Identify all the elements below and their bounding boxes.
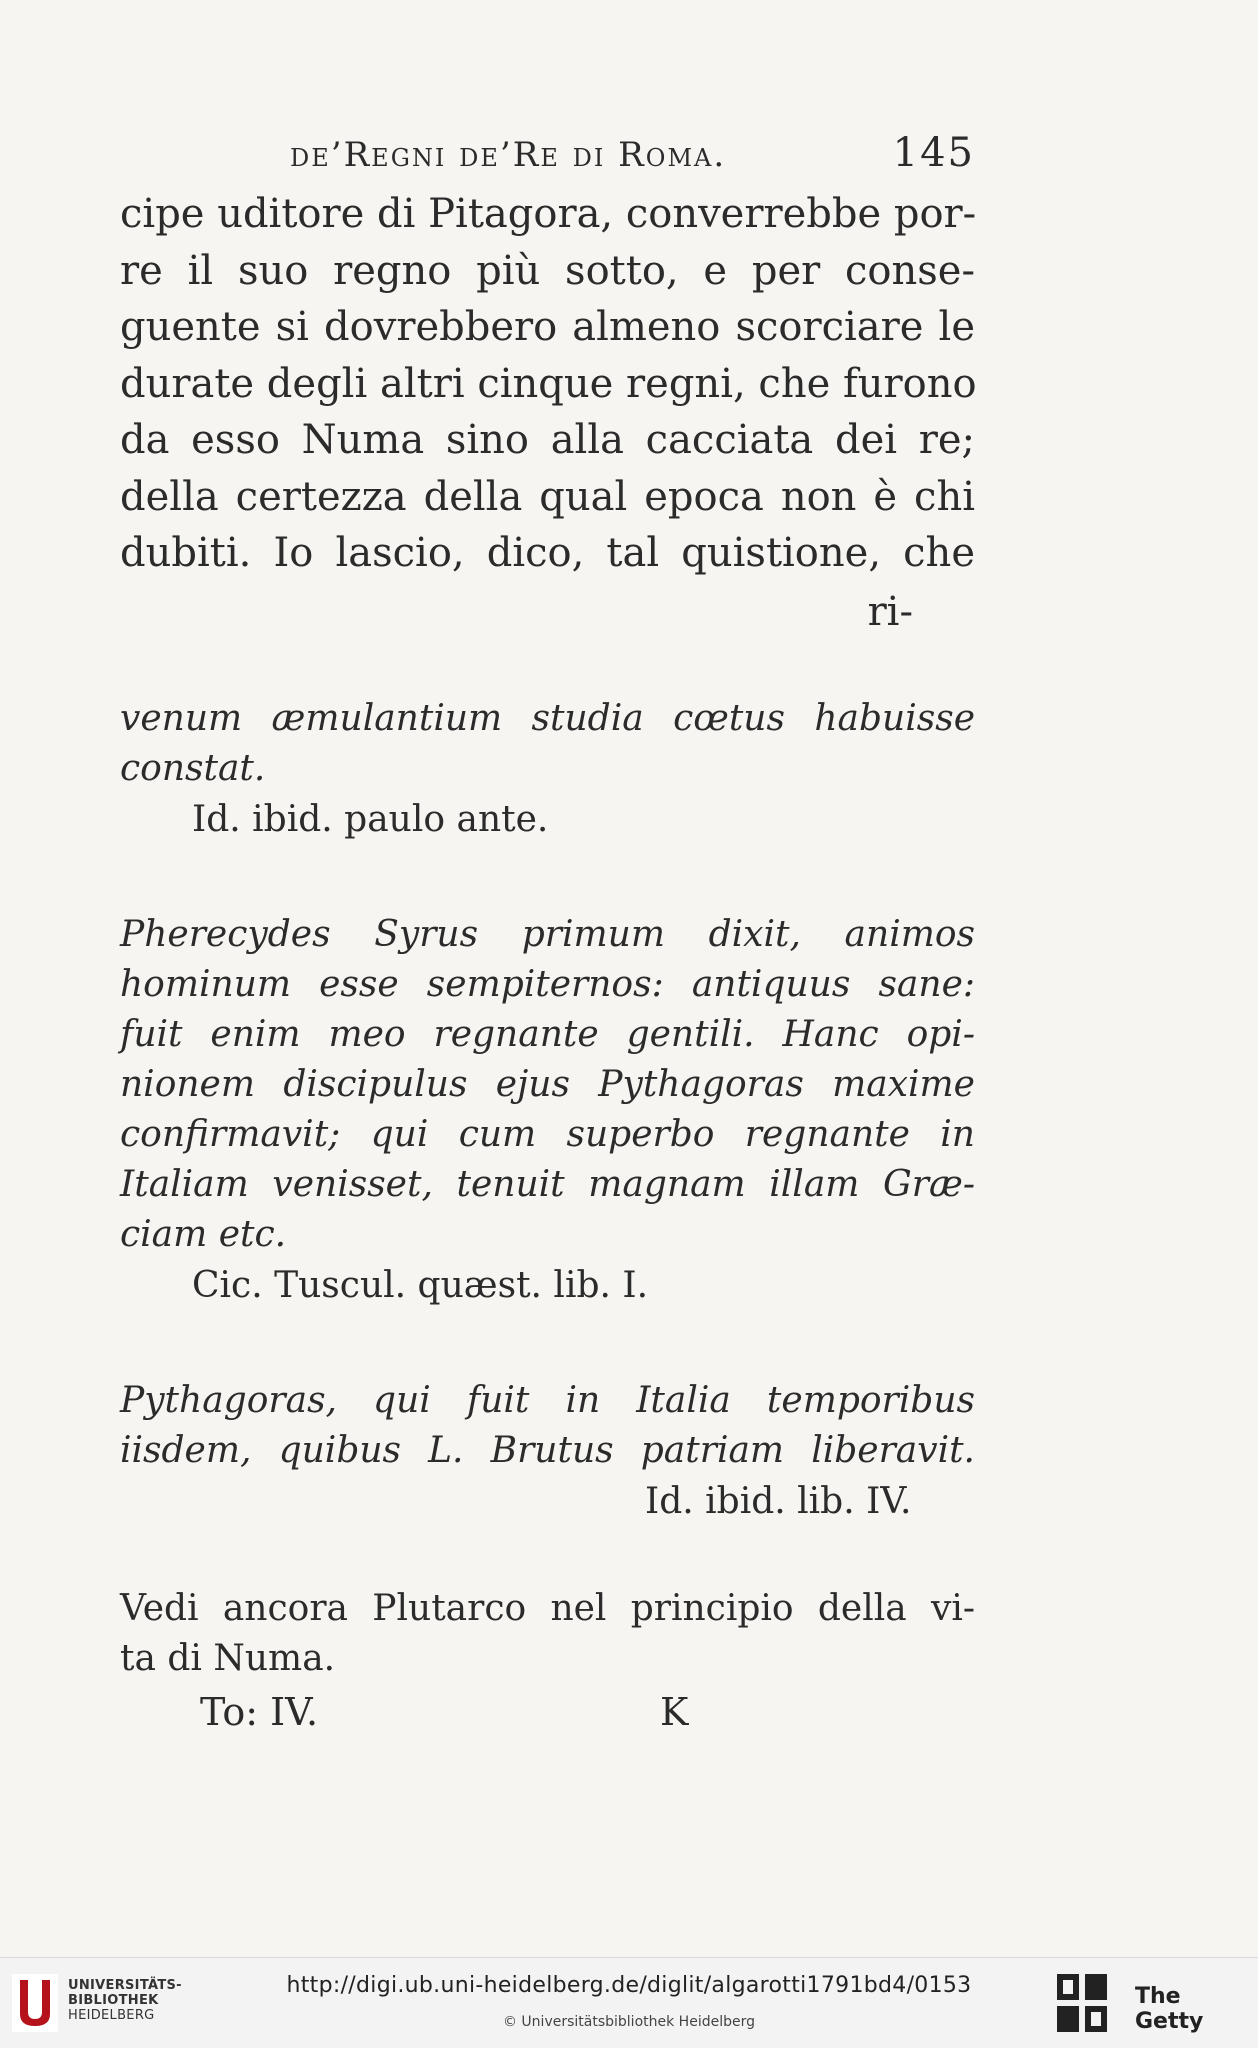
quote-line: Pythagoras, qui fuit in Italia temporibus xyxy=(120,1379,975,1421)
text-line: dubiti. Io lascio, dico, tal quistione, che xyxy=(120,530,975,576)
library-name-line: UNIVERSITÄTS- xyxy=(68,1978,182,1993)
permalink[interactable]: http://digi.ub.uni-heidelberg.de/diglit/algarotti1791bd4/0153 xyxy=(286,1973,972,1998)
note-line: Vedi ancora Plutarco nel principio della vi- xyxy=(120,1587,975,1629)
text-line: durate degli altri cinque regni, che furono xyxy=(120,360,977,407)
quote-line: constat. xyxy=(120,747,266,789)
footnote-4 xyxy=(120,1584,975,1684)
quote-line: hominum esse sempiternos: antiquus sane: xyxy=(120,963,975,1005)
library-name-line: HEIDELBERG xyxy=(68,2008,155,2023)
main-text xyxy=(120,186,975,642)
text-line: da esso Numa sino alla cacciata dei re; xyxy=(120,417,975,463)
text-line: re il suo regno più sotto, e per conse- xyxy=(120,247,975,294)
text-line: cipe uditore di Pitagora, converrebbe por- xyxy=(120,191,977,237)
library-name-line: BIBLIOTHEK xyxy=(68,1993,159,2008)
page-number: 145 xyxy=(892,130,975,176)
text-line: guente si dovrebbero almeno scorciare le xyxy=(120,304,975,350)
signature-line xyxy=(120,1684,975,1740)
citation: Cic. Tuscul. quæst. lib. I. xyxy=(192,1264,649,1306)
citation: Id. ibid. lib. IV. xyxy=(645,1480,912,1522)
quote-line: venum æmulantium studia cœtus habuisse xyxy=(120,697,975,739)
quote-line: fuit enim meo regnante gentili. Hanc opi- xyxy=(120,1013,975,1055)
copyright-notice: © Universitätsbibliothek Heidelberg xyxy=(502,2014,755,2030)
quote-line: Italiam venisset, tenuit magnam illam Græ- xyxy=(120,1163,975,1205)
catchword: ri- xyxy=(867,588,913,635)
citation: Id. ibid. paulo ante. xyxy=(192,798,549,840)
running-title: de’Regni de’Re di Roma. xyxy=(290,135,727,175)
footnote-2 xyxy=(120,910,975,1312)
quote-line: confirmavit; qui cum superbo regnante in xyxy=(120,1113,975,1155)
quote-line: nionem discipulus ejus Pythagoras maxime xyxy=(120,1063,975,1105)
quote-line: Pherecydes Syrus primum dixit, animos xyxy=(120,913,975,955)
quote-line: iisdem, quibus L. Brutus patriam liberavit. xyxy=(120,1429,975,1471)
getty-logo[interactable] xyxy=(1055,1972,1255,2034)
page-content xyxy=(120,120,975,1740)
signature-mark: K xyxy=(660,1689,689,1734)
text-line: della certezza della qual epoca non è chi xyxy=(120,473,975,520)
footnote-1 xyxy=(120,694,975,846)
footnote-3 xyxy=(120,1376,975,1528)
viewer-footer xyxy=(0,1957,1258,2048)
note-line: ta di Numa. xyxy=(120,1637,336,1679)
getty-name: The Getty xyxy=(1135,1984,1204,2034)
page-header xyxy=(120,120,975,186)
volume-mark: To: IV. xyxy=(200,1689,319,1734)
quote-line: ciam etc. xyxy=(120,1213,287,1255)
getty-logo-icon xyxy=(1055,1972,1111,2034)
